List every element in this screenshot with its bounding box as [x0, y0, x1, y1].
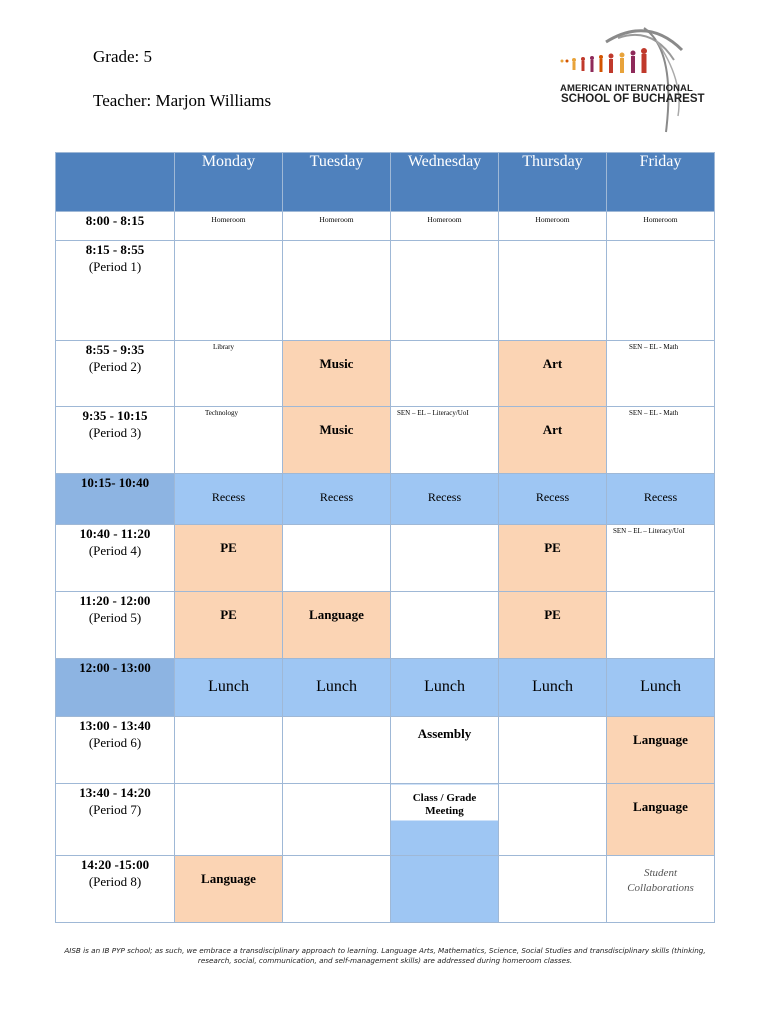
schedule-cell: [391, 212, 499, 241]
day-tuesday: Tuesday: [283, 153, 391, 212]
table-row: [56, 717, 715, 784]
schedule-cell: [499, 212, 607, 241]
time-cell: [56, 856, 175, 923]
time-label: 8:55 - 9:35: [85, 342, 145, 357]
language-label: Language: [633, 799, 688, 814]
time-label: 10:15- 10:40: [80, 475, 150, 490]
table-row: [56, 241, 715, 341]
assembly-label: Assembly: [417, 726, 472, 741]
homeroom-label: Homeroom: [211, 215, 246, 224]
pe-label: PE: [544, 540, 561, 555]
schedule-cell: [175, 212, 283, 241]
schedule-cell: [391, 592, 499, 659]
schedule-cell: [499, 856, 607, 923]
schedule-cell: [607, 341, 715, 407]
recess-label: Recess: [643, 490, 678, 504]
lunch-label: Lunch: [640, 678, 681, 695]
homeroom-label: Homeroom: [427, 215, 462, 224]
pe-label: PE: [220, 607, 237, 622]
time-cell: [56, 525, 175, 592]
time-label: 10:40 - 11:20: [79, 526, 151, 541]
schedule-cell: [283, 659, 391, 717]
schedule-cell: [391, 525, 499, 592]
homeroom-label: Homeroom: [535, 215, 570, 224]
day-friday: Friday: [607, 153, 715, 212]
schedule-cell: [391, 659, 499, 717]
schedule-cell: [283, 856, 391, 923]
corner-cell: [56, 153, 175, 212]
schedule-cell: [175, 659, 283, 717]
time-cell: [56, 474, 175, 525]
day-wednesday: Wednesday: [391, 153, 499, 212]
schedule-cell: [607, 525, 715, 592]
table-row: [56, 592, 715, 659]
table-row: [56, 856, 715, 923]
schedule-cell: [607, 407, 715, 474]
time-cell: [56, 592, 175, 659]
schedule-cell: [283, 407, 391, 474]
schedule-cell: [283, 592, 391, 659]
schedule-cell: [391, 856, 499, 923]
time-label: 8:15 - 8:55: [85, 242, 145, 257]
header-row: [56, 153, 715, 212]
period-label: (Period 5): [88, 610, 142, 625]
time-cell: [56, 784, 175, 856]
schedule-cell: [499, 784, 607, 856]
schedule-cell: [283, 717, 391, 784]
schedule-cell: [607, 474, 715, 525]
schedule-cell: [499, 717, 607, 784]
period-label: (Period 8): [88, 874, 142, 889]
schedule-cell: [499, 407, 607, 474]
schedule-cell: [391, 474, 499, 525]
art-label: Art: [542, 356, 563, 371]
logo-line1: AMERICAN INTERNATIONAL: [560, 83, 693, 94]
table-row: [56, 212, 715, 241]
schedule-cell: [175, 592, 283, 659]
music-label: Music: [319, 356, 354, 371]
sen-math-label: SEN – EL - Math: [629, 343, 679, 351]
period-label: (Period 6): [88, 735, 142, 750]
schedule-cell: [391, 341, 499, 407]
period-label: (Period 7): [88, 802, 142, 817]
schedule-cell: [607, 592, 715, 659]
time-cell: [56, 659, 175, 717]
schedule-cell: [175, 717, 283, 784]
class-grade-meeting-label: Class / Grade Meeting: [412, 792, 477, 817]
schedule-cell: [499, 659, 607, 717]
footer-note: AISB is an IB PYP school; as such, we embrace a transdisciplinary approach to learning. Language Arts, Mathematics, Science, Social Studies and transdisciplinary skills (thinking, research, social, communication, and self-management skills) are addressed during homeroom classes.: [64, 946, 706, 965]
table-row: [56, 784, 715, 856]
time-label: 13:40 - 14:20: [79, 785, 151, 800]
homeroom-label: Homeroom: [643, 215, 678, 224]
grade-label: Grade: 5: [93, 47, 153, 66]
time-cell: [56, 341, 175, 407]
music-label: Music: [319, 422, 354, 437]
period-label: (Period 3): [88, 425, 142, 440]
schedule-cell: [175, 525, 283, 592]
table-row: [56, 474, 715, 525]
technology-label: Technology: [205, 409, 238, 417]
schedule-cell: [607, 241, 715, 341]
logo-graphic-icon: [556, 20, 716, 136]
table-row: [56, 525, 715, 592]
lunch-label: Lunch: [316, 678, 357, 695]
pe-label: PE: [220, 540, 237, 555]
recess-label: Recess: [211, 490, 246, 504]
table-row: [56, 659, 715, 717]
schedule-cell: [175, 341, 283, 407]
schedule-cell: [175, 474, 283, 525]
language-label: Language: [201, 871, 256, 886]
period-label: (Period 4): [88, 543, 142, 558]
sen-literacy-label: SEN – EL – Literacy/UoI: [613, 527, 685, 535]
recess-label: Recess: [319, 490, 354, 504]
time-label: 9:35 - 10:15: [82, 408, 148, 423]
schedule-cell: [283, 341, 391, 407]
schedule-cell: [499, 525, 607, 592]
schedule-cell: [175, 784, 283, 856]
time-label: 8:00 - 8:15: [85, 213, 145, 228]
schedule-cell: [391, 241, 499, 341]
time-cell: [56, 717, 175, 784]
student-collaborations-label: Student Collaborations: [627, 867, 694, 894]
schedule-cell: [607, 659, 715, 717]
time-label: 14:20 -15:00: [80, 857, 150, 872]
teacher-label: Teacher: Marjon Williams: [93, 91, 272, 110]
schedule-cell: [175, 856, 283, 923]
homeroom-label: Homeroom: [319, 215, 354, 224]
schedule-cell: [391, 784, 499, 856]
pe-label: PE: [544, 607, 561, 622]
schedule-cell: [607, 856, 715, 923]
recess-label: Recess: [535, 490, 570, 504]
language-label: Language: [309, 607, 364, 622]
schedule-cell: [607, 212, 715, 241]
schedule-cell: [283, 212, 391, 241]
schedule-cell: [283, 241, 391, 341]
table-row: [56, 407, 715, 474]
schedule-cell: [283, 525, 391, 592]
time-cell: [56, 407, 175, 474]
schedule-cell: [283, 474, 391, 525]
time-label: 11:20 - 12:00: [79, 593, 151, 608]
time-label: 13:00 - 13:40: [79, 718, 151, 733]
sen-literacy-label: SEN – EL – Literacy/UoI: [397, 409, 469, 417]
recess-label: Recess: [427, 490, 462, 504]
schedule-cell: [391, 407, 499, 474]
lunch-label: Lunch: [532, 678, 573, 695]
logo-line2: SCHOOL OF BUCHAREST: [561, 93, 705, 105]
period-label: (Period 1): [88, 259, 142, 274]
schedule-cell: [607, 717, 715, 784]
time-label: 12:00 - 13:00: [79, 660, 151, 675]
schedule-cell: [391, 717, 499, 784]
schedule-cell: [607, 784, 715, 856]
schedule-cell: [175, 407, 283, 474]
sen-math-label: SEN – EL - Math: [629, 409, 679, 417]
lunch-label: Lunch: [208, 678, 249, 695]
day-monday: Monday: [175, 153, 283, 212]
period-label: (Period 2): [88, 359, 142, 374]
table-row: [56, 341, 715, 407]
schedule-cell: [499, 241, 607, 341]
schedule-table: [55, 152, 715, 923]
art-label: Art: [542, 422, 563, 437]
lunch-label: Lunch: [424, 678, 465, 695]
schedule-cell: [283, 784, 391, 856]
schedule-cell: [499, 474, 607, 525]
schedule-cell: [499, 341, 607, 407]
language-label: Language: [633, 732, 688, 747]
time-cell: [56, 241, 175, 341]
day-thursday: Thursday: [499, 153, 607, 212]
time-cell: [56, 212, 175, 241]
library-label: Library: [213, 343, 234, 351]
schedule-cell: [499, 592, 607, 659]
school-logo: [556, 20, 716, 136]
schedule-cell: [175, 241, 283, 341]
